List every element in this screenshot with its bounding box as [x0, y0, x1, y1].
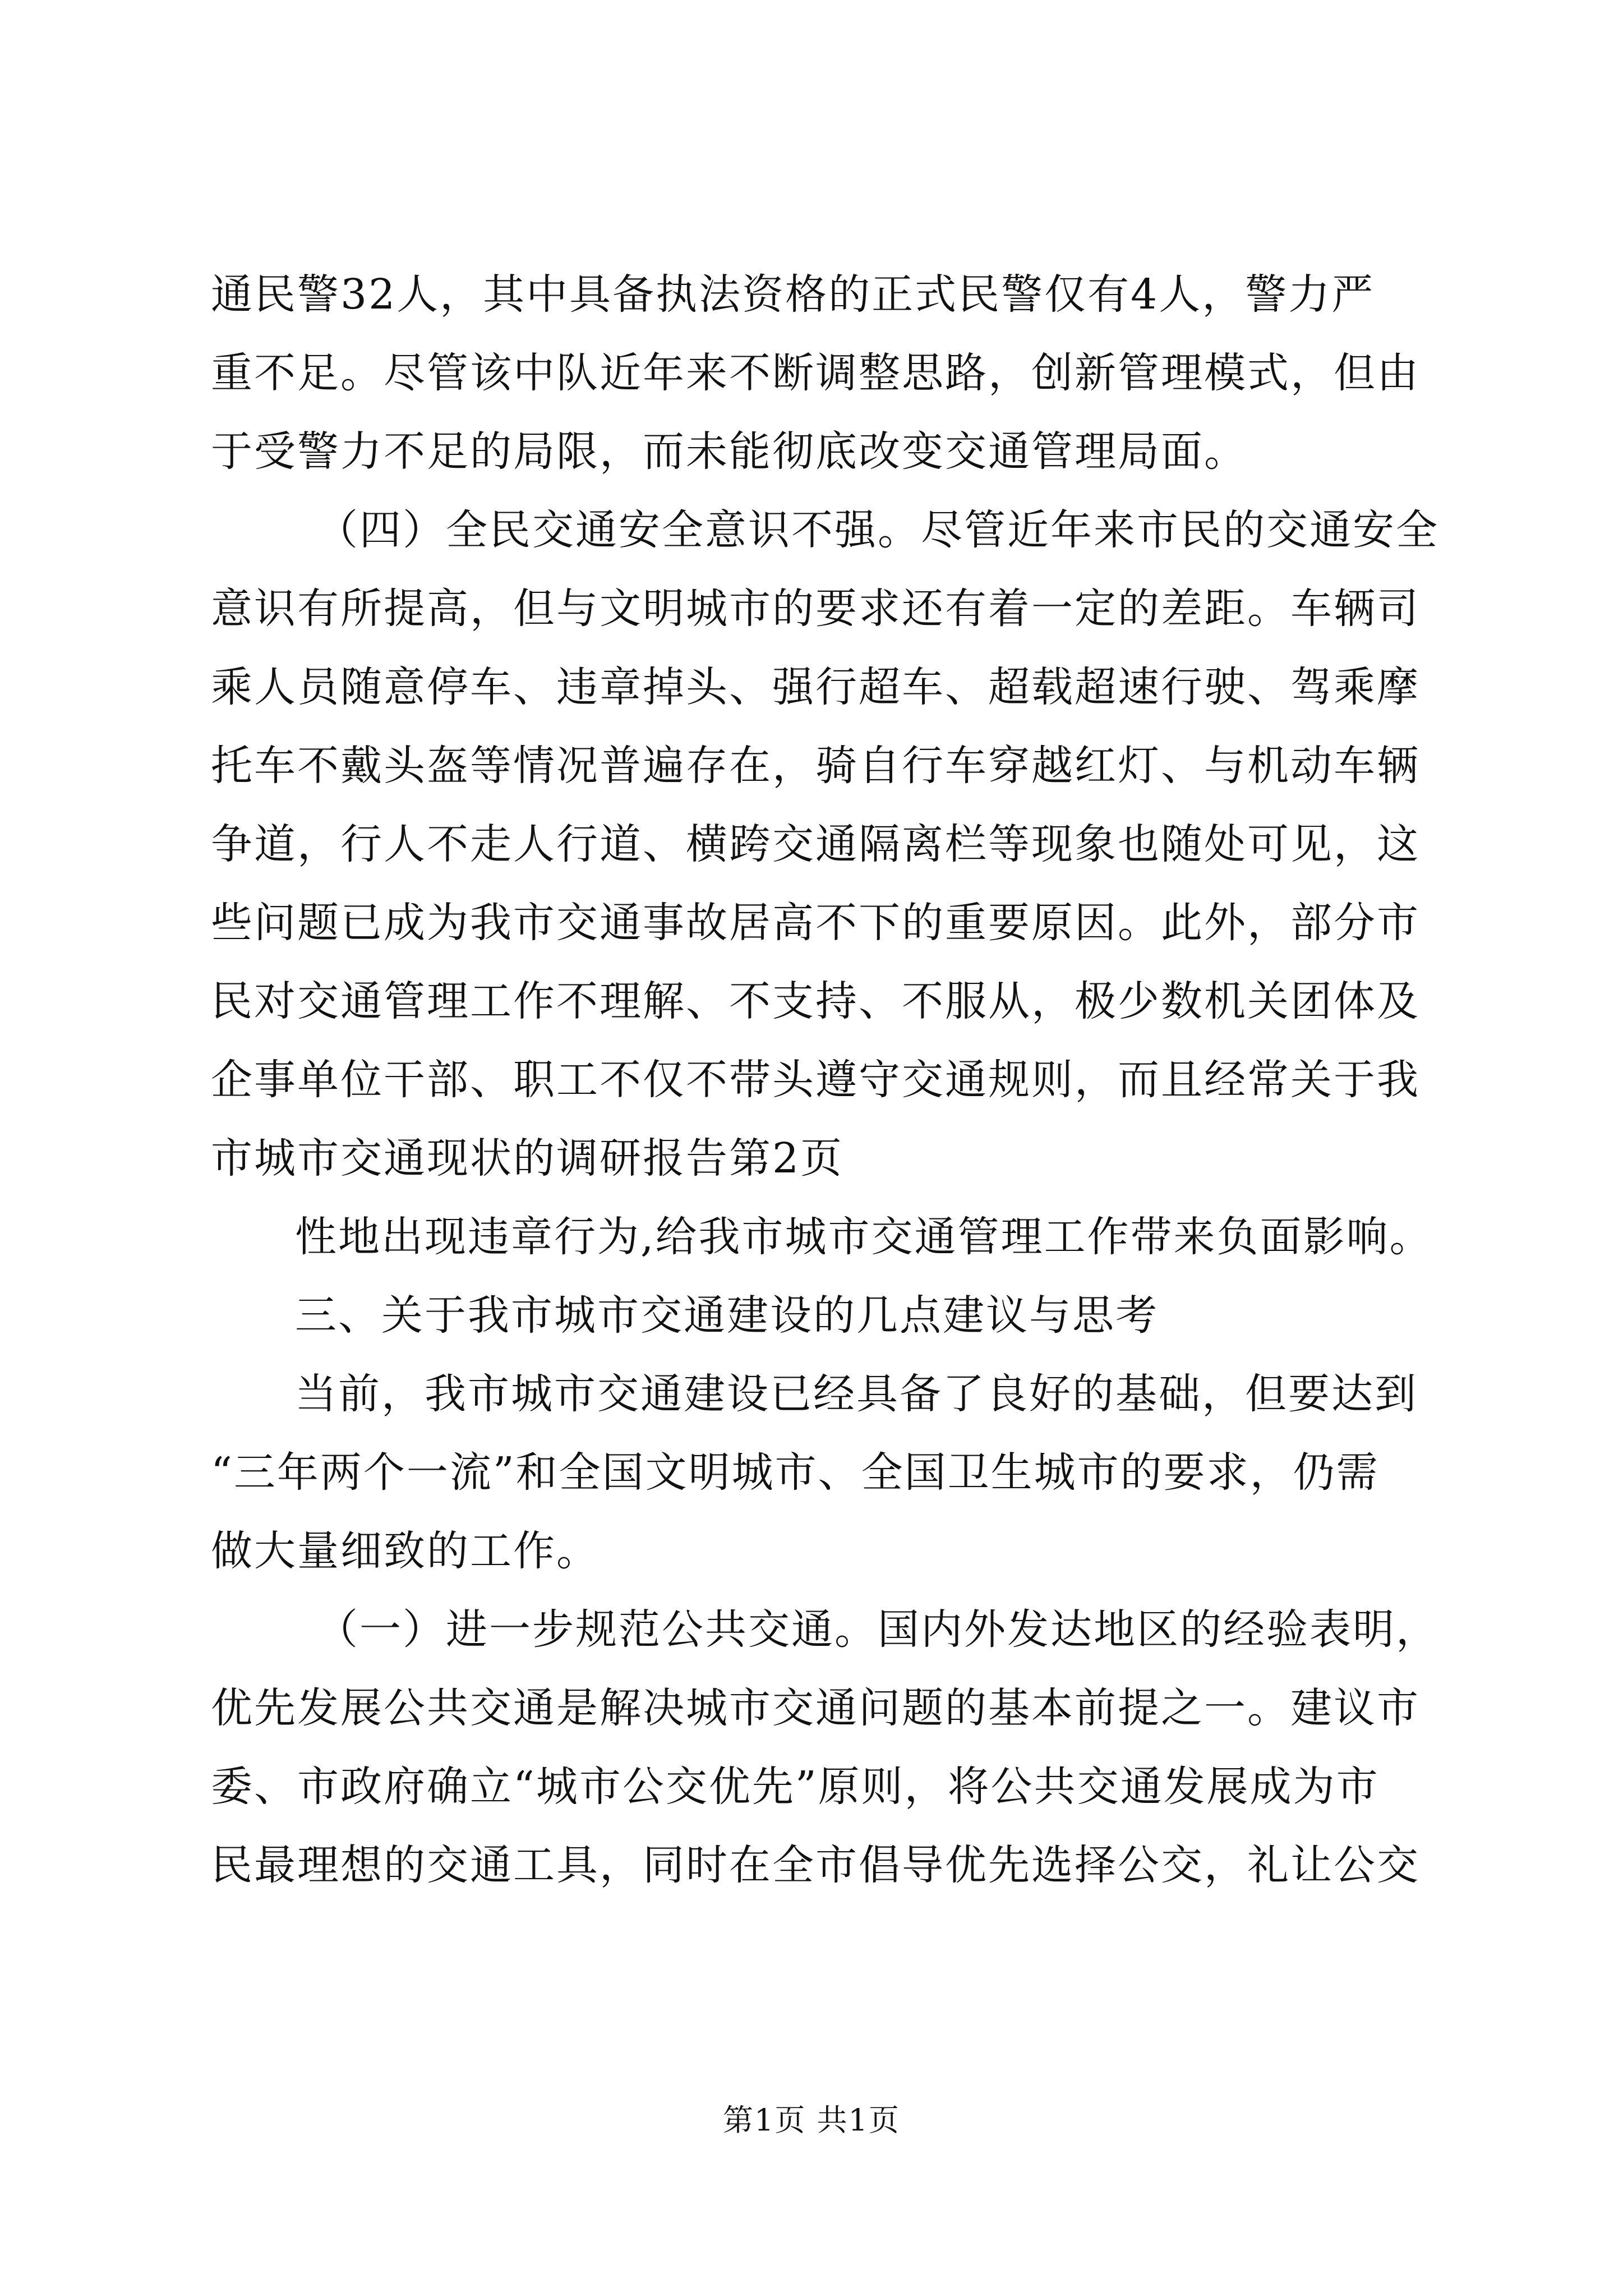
text-line: “三年两个一流”和全国文明城市、全国卫生城市的要求，仍需	[211, 1448, 1380, 1497]
text-line: 民最理想的交通工具，同时在全市倡导优先选择公交，礼让公交	[211, 1841, 1420, 1889]
text-line: 当前，我市城市交通建设已经具备了良好的基础，但要达到	[295, 1370, 1418, 1418]
text-line: 做大量细致的工作。	[211, 1527, 600, 1575]
section-heading-line: （四）全民交通安全意识不强。尽管近年来市民的交通安全	[316, 506, 1439, 554]
section-heading-line: （一）进一步规范公共交通。国内外发达地区的经验表明，	[316, 1605, 1439, 1654]
page-footer: 第1页 共1页	[723, 2102, 900, 2138]
text-line: 企事单位干部、职工不仅不带头遵守交通规则，而且经常关于我	[211, 1056, 1420, 1104]
section-heading-line: 三、关于我市城市交通建设的几点建议与思考	[295, 1291, 1159, 1340]
text-line: 性地出现违章行为,给我市城市交通管理工作带来负面影响。	[295, 1213, 1433, 1261]
text-line: 于受警力不足的局限，而未能彻底改变交通管理局面。	[211, 427, 1247, 476]
text-line: 优先发展公共交通是解决城市交通问题的基本前提之一。建议市	[211, 1684, 1420, 1732]
text-line: 市城市交通现状的调研报告第2页	[211, 1134, 844, 1182]
text-line: 重不足。尽管该中队近年来不断调整思路，创新管理模式，但由	[211, 349, 1420, 397]
document-body	[211, 255, 1439, 1904]
text-line: 通民警32人，其中具备执法资格的正式民警仅有4人，警力严	[211, 270, 1375, 319]
text-line: 些问题已成为我市交通事故居高不下的重要原因。此外，部分市	[211, 899, 1420, 947]
text-line: 托车不戴头盔等情况普遍存在，骑自行车穿越红灯、与机动车辆	[211, 742, 1420, 790]
text-line: 委、市政府确立“城市公交优先”原则，将公共交通发展成为市	[211, 1763, 1380, 1811]
text-line: 争道，行人不走人行道、横跨交通隔离栏等现象也随处可见，这	[211, 820, 1420, 868]
text-line: 意识有所提高，但与文明城市的要求还有着一定的差距。车辆司	[211, 585, 1420, 633]
text-line: 乘人员随意停车、违章掉头、强行超车、超载超速行驶、驾乘摩	[211, 663, 1420, 711]
text-line: 民对交通管理工作不理解、不支持、不服从，极少数机关团体及	[211, 977, 1420, 1025]
